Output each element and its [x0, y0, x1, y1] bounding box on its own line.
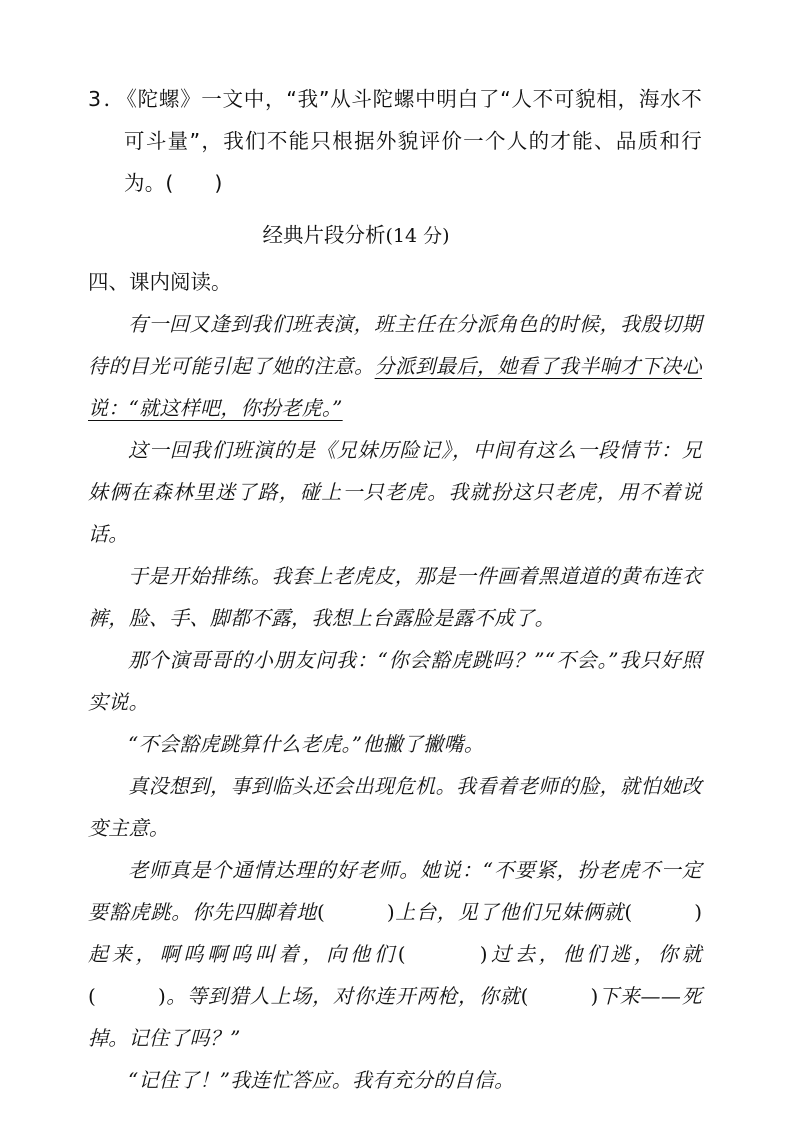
passage-paragraph — [88, 555, 702, 639]
passage-paragraph — [88, 849, 702, 1059]
passage-paragraph — [88, 429, 702, 555]
subsection-heading: 四、课内阅读。 — [88, 270, 232, 294]
passage-paragraph — [88, 765, 702, 849]
passage-text: 那个演哥哥的小朋友问我：“你会豁虎跳吗？”“不会。”我只好照实说。 — [88, 648, 702, 714]
section-banner — [88, 214, 702, 257]
fill-in-blank[interactable]: ( ) — [317, 900, 395, 924]
passage-paragraph — [88, 639, 702, 723]
passage-container — [88, 303, 702, 1101]
passage-text: 。等到猎人上场，对你连开两枪，你就 — [165, 984, 521, 1008]
passage-text: “记住了！”我连忙答应。我有充分的自信。 — [128, 1068, 515, 1092]
question-item-3 — [88, 78, 702, 204]
passage-text: “不会豁虎跳算什么老虎。”他撇了撇嘴。 — [128, 732, 485, 756]
passage-paragraph — [88, 1059, 702, 1101]
passage-text: 老师真是个通情达理的好老师。她说：“不要紧，扮老虎不一定要豁虎跳。你先四脚着地 — [88, 858, 702, 924]
question-answer-blank[interactable]: ( ) — [165, 171, 223, 195]
passage-text: 过去，他们逃，你就 — [487, 942, 703, 966]
fill-in-blank[interactable]: ( ) — [88, 984, 166, 1008]
fill-in-blank[interactable]: ( ) — [520, 984, 599, 1008]
passage-text: 于是开始排练。我套上老虎皮，那是一件画着黑道道的黄布连衣裤，脸、手、脚都不露，我想上台露脸是露不成了。 — [88, 564, 702, 630]
passage-paragraph — [88, 303, 702, 429]
passage-text: 起来，啊呜啊呜叫着，向他们 — [88, 942, 398, 966]
question-text: 《陀螺》一文中，“我”从斗陀螺中明白了“人不可貌相，海水不可斗量”，我们不能只根据外貌评价一个人的才能、品质和行为。 — [124, 87, 702, 195]
underlined-passage-text: 分派到最后，她看了我半晌才下决心说：“就这样吧，你扮老虎。” — [88, 354, 702, 420]
passage-text: 真没想到，事到临头还会出现危机。我看着老师的脸，就怕她改变主意。 — [88, 774, 702, 840]
section-banner-score: (14 分) — [385, 225, 450, 247]
fill-in-blank[interactable]: ( ) — [397, 942, 488, 966]
passage-paragraph — [88, 723, 702, 765]
content-column — [88, 78, 702, 1101]
passage-text: 这一回我们班演的是《兄妹历险记》，中间有这么一段情节：兄妹俩在森林里迷了路，碰上一只老虎。我就扮这只老虎，用不着说话。 — [88, 438, 702, 546]
question-number: 3． — [88, 87, 127, 111]
section-banner-title: 经典片段分析 — [262, 223, 386, 247]
passage-text: 下来——死掉。记住了吗？” — [88, 984, 702, 1050]
passage-text: 有一回又逢到我们班表演，班主任在分派角色的时候，我殷切期待的目光可能引起了她的注意。 — [88, 312, 702, 378]
passage-text: 上台，见了他们兄妹俩就 — [394, 900, 625, 924]
fill-in-blank[interactable]: ( ) — [624, 900, 703, 924]
